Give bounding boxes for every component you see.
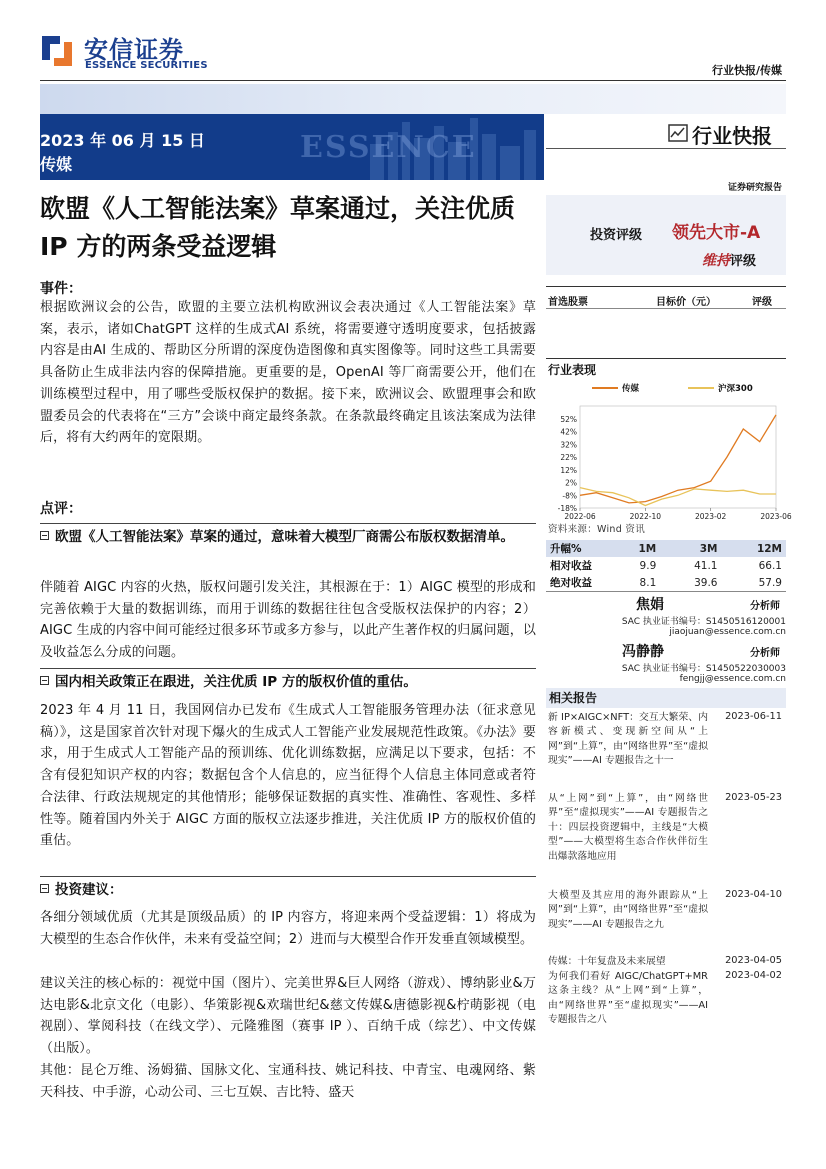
comment-heading: 点评： xyxy=(40,501,82,517)
point1-text: 伴随着 AIGC 内容的火热，版权问题引发关注，其根源在于：1）AIGC 模型的形成和完善依赖于大量的数据训练，而用于训练的数据往往包含受版权法保护的内容；2）AIGC 生成的内容中间可能经过很多环节或多方参与，以此产生著作权的归属问题，以及收益怎么分成的问题。 xyxy=(40,580,536,661)
report-sector: 传媒 xyxy=(40,155,73,174)
report-type-divider xyxy=(546,148,786,149)
related-report-date: 2023-06-11 xyxy=(725,711,782,722)
advice-text-3: 其他：昆仑万维、汤姆猫、国脉文化、宝通科技、姚记科技、中青宝、电魂网络、紫天科技、中手游，心动公司、三七互娱、吉比特、盛天 xyxy=(40,1063,536,1100)
report-subtype: 证券研究报告 xyxy=(727,183,782,193)
rating-change-rest: 评级 xyxy=(730,254,757,269)
analyst-role: 分析师 xyxy=(750,648,780,659)
perf-header-3m: 3M xyxy=(660,540,721,557)
analyst-name: 焦娟 xyxy=(636,597,664,613)
picks-top-rule xyxy=(546,286,786,287)
related-report-item[interactable]: 传媒：十年复盘及未来展望 xyxy=(548,956,666,967)
related-report-item[interactable]: 新 IP×AIGC×NFT：交互大繁荣、内容新模式、变现新空间从“上网”到“上算”，由“网络世界”至“虚拟现实”——AI 专题报告之十一 xyxy=(548,712,708,767)
banner-watermark: ESSENCE xyxy=(300,130,477,165)
perf-row-label: 绝对收益 xyxy=(550,577,592,589)
perf-row-label: 相对收益 xyxy=(550,560,592,572)
advice-heading-text: 投资建议： xyxy=(55,882,123,898)
perf-header-12m: 12M xyxy=(721,540,786,557)
y-tick-label: 32% xyxy=(560,440,577,450)
event-heading: 事件： xyxy=(40,281,82,297)
collapse-box-icon xyxy=(40,531,49,540)
perf-cell: 39.6 xyxy=(694,576,718,589)
perf-header-label: 升幅% xyxy=(546,540,610,557)
analyst-email[interactable] xyxy=(680,674,786,684)
report-category: 行业快报/传媒 xyxy=(711,64,782,77)
essence-logo-icon xyxy=(38,32,76,70)
performance-bottom-rule xyxy=(546,591,786,592)
event-text: 根据欧洲议会的公告，欧盟的主要立法机构欧洲议会表决通过《人工智能法案》草案，表示，诸如ChatGPT 这样的生成式AI 系统，将需要遵守透明度要求，包括披露内容是由AI 生成的、帮助区分所谓的深度伪造图像和真实图像等。同时这些工具需要具备防止生成非法内容的保障措施。更重要的是，OpenAI 等厂商需要公开，他们在训练模型过程中，用了哪些受版权保护的数据。接下来，欧洲议会、欧盟理事会和欧盟委员会的代表将在“三方”会谈中商定最终条款。在条款最终确定且该法案成为法律后，将有大约两年的宽限期。 xyxy=(40,300,536,446)
header-divider xyxy=(40,80,786,81)
y-tick-label: 42% xyxy=(560,427,577,437)
perf-header-1m: 1M xyxy=(610,540,660,557)
analyst-email-text: fengjj@essence.com.cn xyxy=(679,674,786,684)
analyst-cert: SAC 执业证书编号：S1450516120001 xyxy=(621,617,786,627)
rating-value: 领先大市-A xyxy=(672,223,761,243)
rating-change-strong: 维持 xyxy=(702,253,730,269)
perf-cell: 9.9 xyxy=(639,559,657,572)
logo-english-name: ESSENCE SECURITIES xyxy=(85,60,208,71)
table-row xyxy=(546,574,786,591)
banner-gradient xyxy=(40,84,786,114)
series-line xyxy=(580,415,776,503)
x-tick-label: 2023-02 xyxy=(694,512,727,521)
y-tick-label: 22% xyxy=(560,453,577,462)
section-divider xyxy=(40,523,536,524)
related-report-date: 2023-04-10 xyxy=(725,889,782,900)
logo-chinese-name: 安信证券 xyxy=(84,36,184,64)
perf-cell: 41.1 xyxy=(694,559,718,572)
performance-table-header xyxy=(546,540,786,557)
perf-cell: 57.9 xyxy=(758,576,782,589)
picks-col-rating: 评级 xyxy=(752,297,772,308)
point1-heading-text: 欧盟《人工智能法案》草案的通过，意味着大模型厂商需公布版权数据清单。 xyxy=(55,529,514,545)
report-type: 行业快报 xyxy=(692,124,772,148)
picks-col-stock: 首选股票 xyxy=(548,297,588,308)
point1-heading xyxy=(40,526,536,548)
y-tick-label: -18% xyxy=(557,504,577,513)
related-report-date: 2023-04-02 xyxy=(725,970,782,981)
picks-header-rule xyxy=(546,308,786,309)
rating-label: 投资评级 xyxy=(590,228,643,243)
analyst-name: 冯静静 xyxy=(622,644,664,660)
report-date: 2023 年 06 月 15 日 xyxy=(40,131,205,150)
related-report-item[interactable]: 为何我们看好 AIGC/ChatGPT+MR 这条主线？从“上网”到“上算”，由“网络世界”至“虚拟现实”——AI 专题报告之八 xyxy=(548,971,708,1026)
related-report-date: 2023-04-05 xyxy=(725,955,782,966)
collapse-box-icon xyxy=(40,884,49,893)
performance-table xyxy=(546,540,786,591)
point2-heading xyxy=(40,671,536,693)
related-reports-title: 相关报告 xyxy=(546,688,786,708)
advice-text-1: 各细分领域优质（尤其是顶级品质）的 IP 内容方，将迎来两个受益逻辑：1）将成为大模型的生态合作伙伴，未来有受益空间；2）进而与大模型合作开发垂直领域模型。 xyxy=(40,910,536,947)
related-report-item[interactable]: 大模型及其应用的海外跟踪从“上网”到“上算”，由“网络世界”至“虚拟现实”——AI 专题报告之九 xyxy=(548,890,708,930)
point2-text: 2023 年 4 月 11 日，我国网信办已发布《生成式人工智能服务管理办法（征求意见稿）》，这是国家首次针对现下爆火的生成式人工智能产业发展规范性政策。《办法》要求，用于生成式人工智能产品的预训练、优化训练数据，应满足以下要求，包括：不含有侵犯知识产权的内容；数据包含个人信息的，应当征得个人信息主体同意或者符合法律、行政法规规定的其他情形；能够保证数据的真实性、准确性、客观性、多样性等。随着国内外关于 AIGC 方面的版权立法逐步推进，关注优质 IP 方的版权价值的重估。 xyxy=(40,703,536,849)
perf-cell: 66.1 xyxy=(758,559,782,572)
collapse-box-icon xyxy=(40,676,49,685)
picks-col-target: 目标价（元） xyxy=(656,297,716,308)
analyst-email[interactable] xyxy=(669,627,786,637)
section-divider xyxy=(40,668,536,669)
rating-change xyxy=(702,250,756,270)
legend-label: 沪深300 xyxy=(718,384,753,394)
analyst-cert: SAC 执业证书编号：S1450522030003 xyxy=(621,664,786,674)
chart-trend-icon xyxy=(668,124,688,142)
performance-top-rule xyxy=(546,358,786,359)
section-divider xyxy=(40,876,536,877)
chart-source: 资料来源：Wind 资讯 xyxy=(548,524,645,535)
x-tick-label: 2022-06 xyxy=(564,512,596,521)
advice-text-2: 建议关注的核心标的：视觉中国（图片）、完美世界&巨人网络（游戏）、博纳影业&万达电影&北京文化（电影）、华策影视&欢瑞世纪&慈文传媒&唐德影视&柠萌影视（电视剧）、掌阅科技（在线文学）、元隆雅图（赛事 IP ）、百纳千成（综艺）、中文传媒（出版）。 xyxy=(40,976,536,1057)
y-tick-label: -8% xyxy=(562,491,577,501)
y-tick-label: 2% xyxy=(565,478,577,488)
x-tick-label: 2023-06 xyxy=(760,512,792,521)
industry-performance-chart xyxy=(546,380,792,521)
y-tick-label: 52% xyxy=(560,414,577,424)
analyst-email-text: jiaojuan@essence.com.cn xyxy=(669,627,786,637)
related-report-date: 2023-05-23 xyxy=(725,792,782,803)
legend-label: 传媒 xyxy=(622,384,640,394)
advice-heading xyxy=(40,879,536,901)
related-report-item[interactable]: 从“上网”到“上算”，由“网络世界”至“虚拟现实”——AI 专题报告之十：四层投资逻辑中，主线是“大模型”——大模型将生态合作伙伴衍生出爆款落地应用 xyxy=(548,793,708,862)
x-tick-label: 2022-10 xyxy=(629,512,662,521)
report-title: 欧盟《人工智能法案》草案通过，关注优质 IP 方的两条受益逻辑 xyxy=(40,194,516,261)
y-tick-label: 12% xyxy=(560,465,577,475)
performance-title: 行业表现 xyxy=(548,363,597,377)
perf-cell: 8.1 xyxy=(639,576,657,589)
table-row xyxy=(546,557,786,574)
point2-heading-text: 国内相关政策正在跟进，关注优质 IP 方的版权价值的重估。 xyxy=(55,674,417,690)
analyst-role: 分析师 xyxy=(750,601,780,612)
